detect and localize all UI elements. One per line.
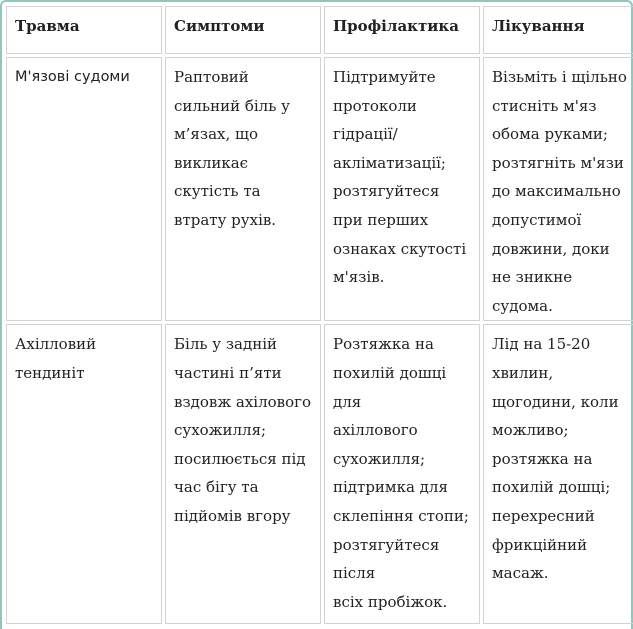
header-row [6, 6, 633, 54]
table-row [6, 324, 633, 624]
cell-prevention: Підтримуйте протоколи гідрації/ акліматизації; розтягуйтеся при перших ознаках скутості м'язів. [324, 57, 480, 321]
header-symptoms: Симптоми [165, 6, 321, 54]
cell-symptoms: Біль у задній частині п’яти вздовж ахілового сухожилля; посилюється під час бігу та підйомів вгору [165, 324, 321, 624]
injury-table [3, 3, 633, 627]
header-injury: Травма [6, 6, 162, 54]
header-prevention: Профілактика [324, 6, 480, 54]
cell-prevention: Розтяжка на похилій дошці для ахіллового сухожилля; підтримка для склепіння стопи; розтягуйтеся після всіх пробіжок. [324, 324, 480, 624]
table-header [6, 6, 633, 54]
cell-injury: Ахілловий тендиніт [6, 324, 162, 624]
cell-symptoms: Раптовий сильний біль у м’язах, що викликає скутість та втрату рухів. [165, 57, 321, 321]
cell-treatment: Лід на 15-20 хвилин, щогодини, коли можливо; розтяжка на похилій дошці; перехресний фрикційний масаж. [483, 324, 633, 624]
header-treatment: Лікування [483, 6, 633, 54]
table-body [6, 57, 633, 624]
cell-injury: М'язові судоми [6, 57, 162, 321]
cell-treatment: Візьміть і щільно стисніть м'яз обома руками; розтягніть м'язи до максимально допустимої довжини, доки не зникне судома. [483, 57, 633, 321]
table-row [6, 57, 633, 321]
